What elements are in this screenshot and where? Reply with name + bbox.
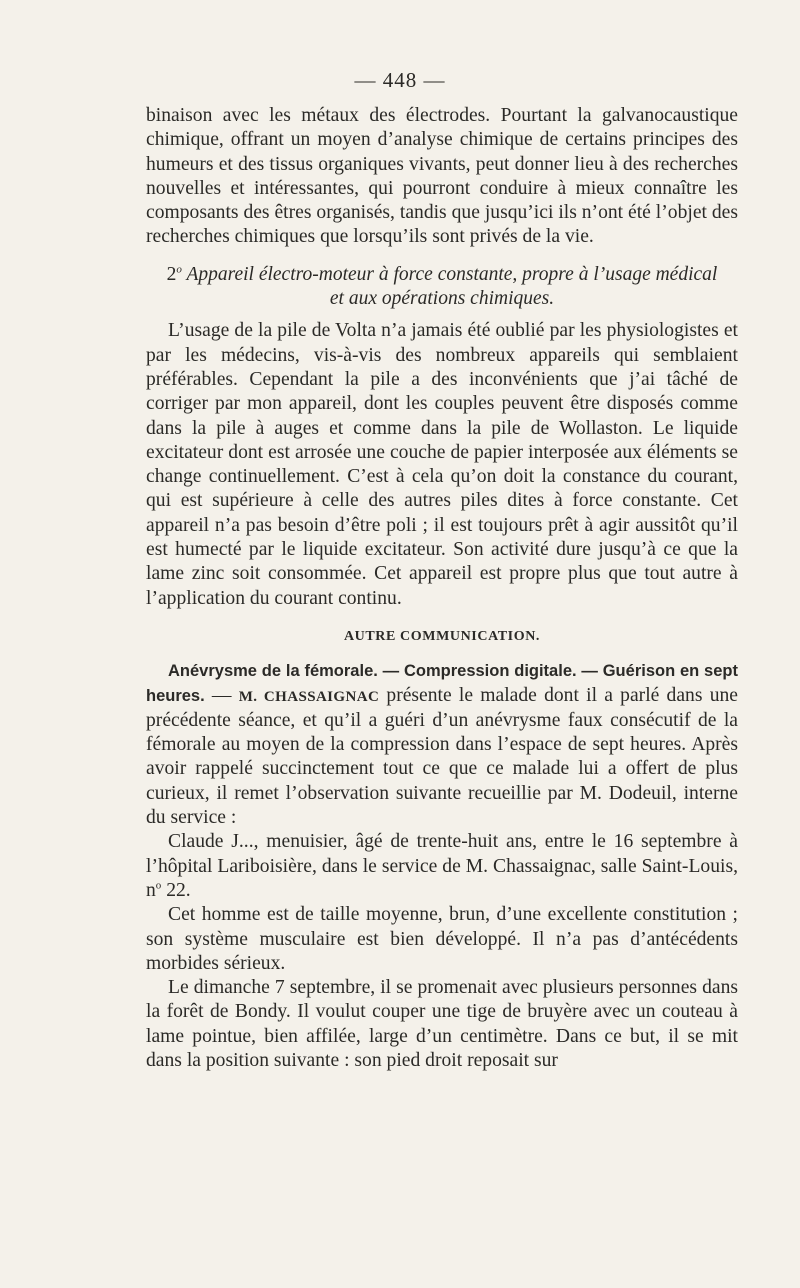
paragraph-sunday: Le dimanche 7 septembre, il se promenait avec plusieurs personnes dans la forêt de Bondy. Il voulut couper une tige de bruyère avec un couteau à lame pointue, bien affilée, large d’un centimètre. Dans ce but, il se mit dans la position suivante : son pied droit reposait sur [146, 977, 738, 1071]
paragraph-constitution: Cet homme est de taille moyenne, brun, d’une excellente constitution ; son système musculaire est bien développé. Il n’a pas d’antécédents morbides sérieux. [146, 904, 738, 974]
paragraph-electrodes: binaison avec les métaux des électrodes. Pourtant la galvanocaustique chimique, offrant un moyen d’analyse chimique de certains principes des humeurs et des tissus organiques vivants, peut donner lieu à des recherches nouvelles et intéressantes, qui pourront conduire à mieux connaître les composants des êtres organisés, tandis que jusqu’ici ils n’ont été l’objet des recherches chimiques que lorsqu’ils sont privés de la vie. [146, 105, 738, 248]
patient-suffix: 22. [161, 879, 191, 901]
section-title-line-1: Appareil électro-moteur à force constante, propre à l’usage médical [186, 263, 718, 285]
patient-superscript: o [155, 879, 162, 892]
page-body [146, 104, 738, 1073]
section-heading: AUTRE COMMUNICATION. [343, 628, 541, 644]
paragraph-case-report [146, 659, 738, 830]
section-number: 2 [166, 263, 177, 285]
page-number: — 448 — [354, 68, 446, 92]
paragraph-patient [146, 830, 738, 903]
case-title: Anévrysme de la fémorale. — Compression digitale. — Guérison en sept heures. [146, 662, 738, 705]
paragraph-volta: L’usage de la pile de Volta n’a jamais été oublié par les physiologistes et par les médecins, vis-à-vis des nombreux appareils qui semblaient préférables. Cependant la pile a des inconvénients que j’ai tâché de corriger par mon appareil, dont les couples peuvent être disposés comme dans la pile à auges et comme dans la pile de Wollaston. Le liquide excitateur dont est arrosée une couche de papier interposée aux éléments se change continuellement. C’est à cela qu’on doit la constance du courant, qui est supérieure à celle des autres piles dites à force constante. Cet appareil n’a pas besoin d’être poli ; il est toujours prêt à agir aussitôt qu’il est humecté par le liquide excitateur. Son activité dure jusqu’à ce que la lame zinc soit consommée. Cet appareil est propre plus que tout autre à l’application du courant continu. [146, 320, 738, 609]
case-dash: — [204, 684, 239, 706]
section-title [146, 263, 738, 312]
section-number-superscript: o [176, 263, 182, 276]
case-text: présente le malade dont il a parlé dans une précédente séance, et qu’il a guéri d’un anévrysme faux consécutif de la fémorale au moyen de la compression dans l’espace de sept heures. Après avoir rappelé succinctement tout ce que ce malade lui a offert de plus curieux, il remet l’observation suivante recueillie par M. Dodeuil, interne du service : [146, 684, 738, 829]
case-author: M. CHASSAIGNAC [238, 688, 380, 705]
section-title-line-2: et aux opérations chimiques. [329, 288, 555, 310]
patient-text: Claude J..., menuisier, âgé de trente-huit ans, entre le 16 septembre à l’hôpital Lariboisière, dans le service de M. Chassaignac, salle Saint-Louis, n [146, 831, 738, 901]
